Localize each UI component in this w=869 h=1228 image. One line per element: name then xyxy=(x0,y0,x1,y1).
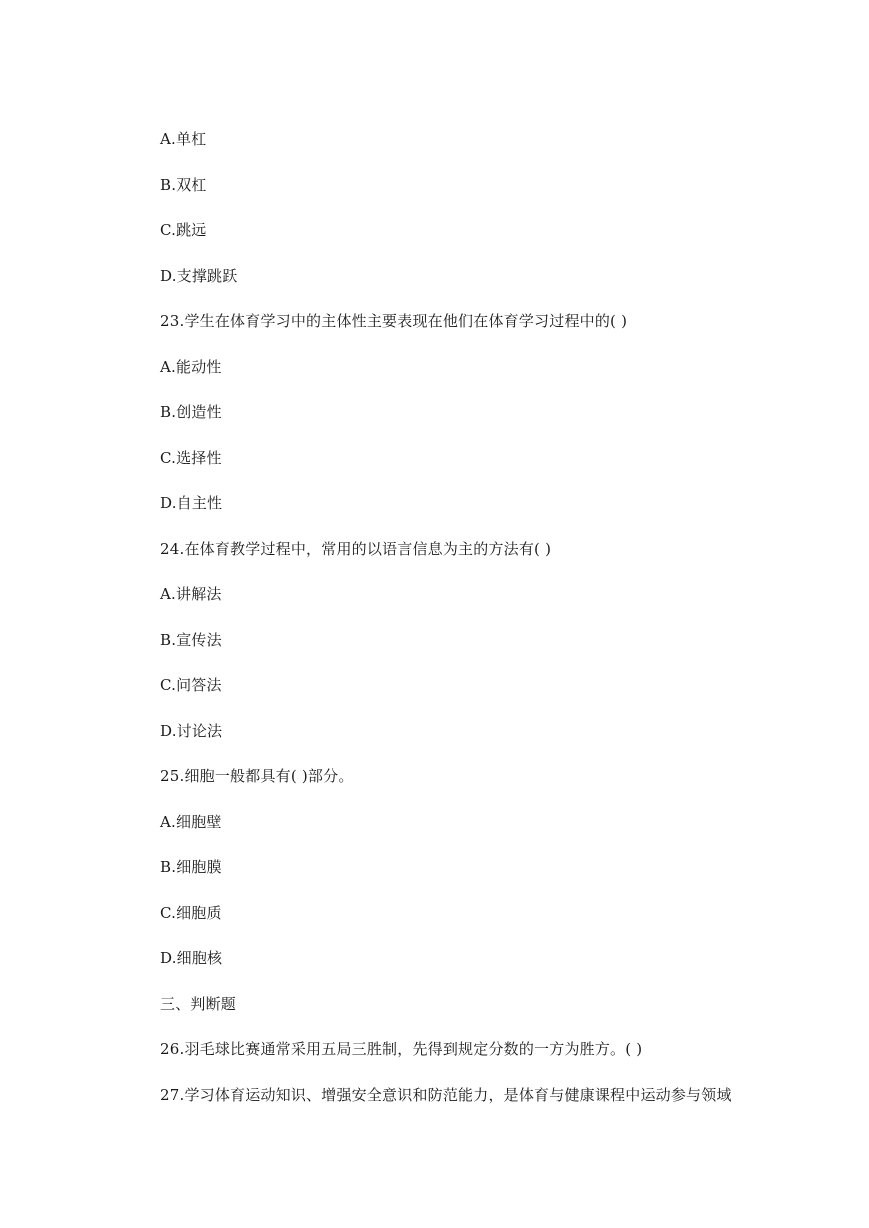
q26-question-stem: 26.羽毛球比赛通常采用五局三胜制，先得到规定分数的一方为胜方。( ) xyxy=(160,1040,643,1058)
q23-option-a: A.能动性 xyxy=(160,358,222,376)
q27-question-stem: 27.学习体育运动知识、增强安全意识和防范能力，是体育与健康课程中运动参与领域 xyxy=(160,1086,732,1104)
q24-option-d: D.讨论法 xyxy=(160,722,223,740)
q25-option-d: D.细胞核 xyxy=(160,949,223,967)
q25-option-a: A.细胞壁 xyxy=(160,813,222,831)
q22-option-c: C.跳远 xyxy=(160,221,207,239)
q24-option-a: A.讲解法 xyxy=(160,585,222,603)
q24-option-c: C.问答法 xyxy=(160,676,222,694)
q23-option-b: B.创造性 xyxy=(160,403,222,421)
q24-question-stem: 24.在体育教学过程中，常用的以语言信息为主的方法有( ) xyxy=(160,540,552,558)
section-heading-true-false: 三、判断题 xyxy=(160,995,237,1013)
q22-option-b: B.双杠 xyxy=(160,176,207,194)
q22-option-a: A.单杠 xyxy=(160,130,207,148)
q23-question-stem: 23.学生在体育学习中的主体性主要表现在他们在体育学习过程中的( ) xyxy=(160,312,628,330)
q25-option-c: C.细胞质 xyxy=(160,904,222,922)
q25-option-b: B.细胞膜 xyxy=(160,858,222,876)
q24-option-b: B.宣传法 xyxy=(160,631,222,649)
q25-question-stem: 25.细胞一般都具有( )部分。 xyxy=(160,767,354,785)
q22-option-d: D.支撑跳跃 xyxy=(160,267,238,285)
q23-option-c: C.选择性 xyxy=(160,449,222,467)
q23-option-d: D.自主性 xyxy=(160,494,223,512)
